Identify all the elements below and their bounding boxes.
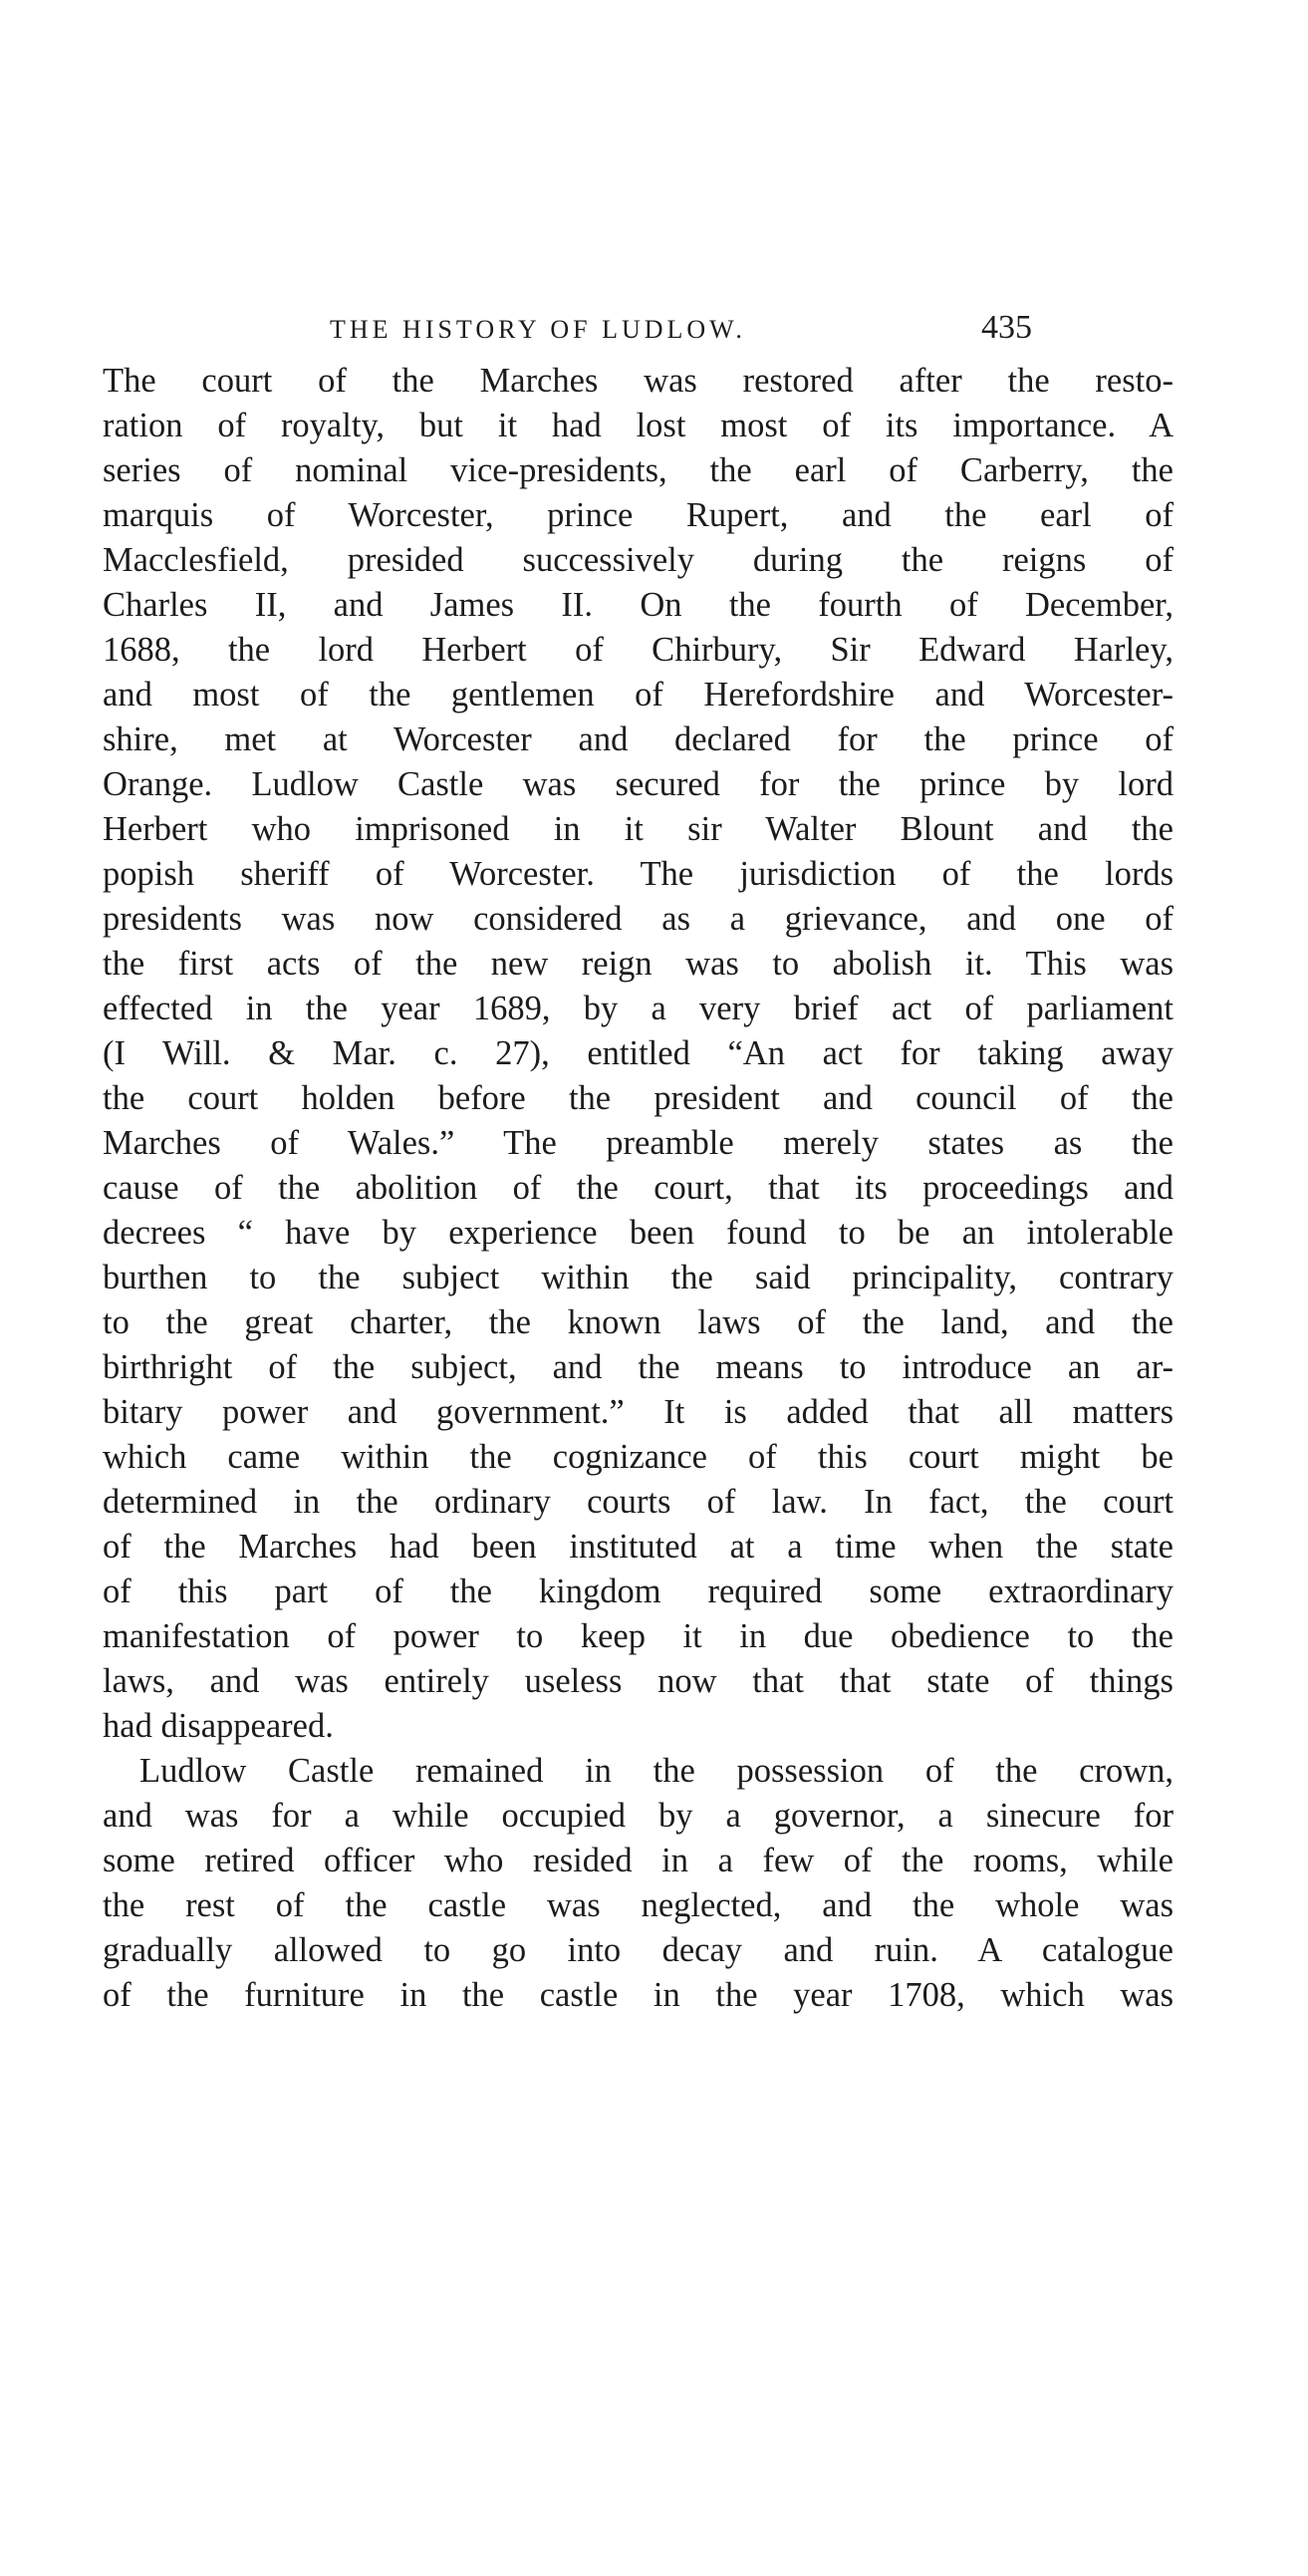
text-line: gradually allowed to go into decay and ruin. A catalogue: [103, 1931, 1174, 1969]
text-line: the rest of the castle was neglected, and the whole was: [103, 1886, 1174, 1924]
text-line: of the furniture in the castle in the year 1708, which was: [103, 1976, 1174, 2014]
text-line: had disappeared.: [103, 1707, 334, 1745]
text-line: ration of royalty, but it had lost most of its importance. A: [103, 407, 1174, 444]
text-line: Charles II, and James II. On the fourth of December,: [103, 586, 1174, 624]
text-line: laws, and was entirely useless now that that state of things: [103, 1662, 1174, 1700]
text-line: popish sheriff of Worcester. The jurisdiction of the lords: [103, 855, 1174, 893]
text-line: marquis of Worcester, prince Rupert, and the earl of: [103, 496, 1174, 534]
page-number: 435: [981, 309, 1032, 346]
text-line: and most of the gentlemen of Herefordshire and Worcester-: [103, 676, 1174, 714]
text-line: birthright of the subject, and the means to introduce an ar-: [103, 1348, 1174, 1386]
text-line: to the great charter, the known laws of the land, and the: [103, 1303, 1174, 1341]
text-line: bitary power and government.” It is added that all matters: [103, 1393, 1174, 1431]
text-line: the court holden before the president and council of the: [103, 1079, 1174, 1117]
text-line: Marches of Wales.” The preamble merely states as the: [103, 1124, 1174, 1162]
text-line: Macclesfield, presided successively during the reigns of: [103, 541, 1174, 579]
text-line: burthen to the subject within the said principality, contrary: [103, 1259, 1174, 1296]
running-title: THE HISTORY OF LUDLOW.: [330, 315, 746, 344]
text-line: determined in the ordinary courts of law. In fact, the court: [103, 1483, 1174, 1521]
text-line: cause of the abolition of the court, that its proceedings and: [103, 1169, 1174, 1207]
text-line: series of nominal vice-presidents, the earl of Carberry, the: [103, 451, 1174, 489]
text-line: shire, met at Worcester and declared for the prince of: [103, 720, 1174, 758]
body-text: [103, 359, 1174, 2018]
text-line: of this part of the kingdom required some extraordinary: [103, 1573, 1174, 1610]
text-line: The court of the Marches was restored after the resto-: [103, 362, 1174, 400]
text-line: of the Marches had been instituted at a time when the state: [103, 1528, 1174, 1566]
text-line: and was for a while occupied by a governor, a sinecure for: [103, 1797, 1174, 1835]
text-line: presidents was now considered as a grievance, and one of: [103, 900, 1174, 938]
text-line: (I Will. & Mar. c. 27), entitled “An act for taking away: [103, 1034, 1174, 1072]
text-line: decrees “ have by experience been found to be an intolerable: [103, 1214, 1174, 1252]
text-line: manifestation of power to keep it in due obedience to the: [103, 1617, 1174, 1655]
text-line: the first acts of the new reign was to abolish it. This was: [103, 945, 1174, 983]
text-line: Orange. Ludlow Castle was secured for the prince by lord: [103, 765, 1174, 803]
running-head: [330, 309, 1032, 355]
text-line: 1688, the lord Herbert of Chirbury, Sir Edward Harley,: [103, 631, 1174, 669]
text-line: some retired officer who resided in a few of the rooms, while: [103, 1842, 1174, 1879]
text-line: Herbert who imprisoned in it sir Walter Blount and the: [103, 810, 1174, 848]
paragraph-start-line: Ludlow Castle remained in the possession of the crown,: [139, 1752, 1174, 1790]
text-line: which came within the cognizance of this court might be: [103, 1438, 1174, 1476]
text-line: effected in the year 1689, by a very brief act of parliament: [103, 990, 1174, 1027]
